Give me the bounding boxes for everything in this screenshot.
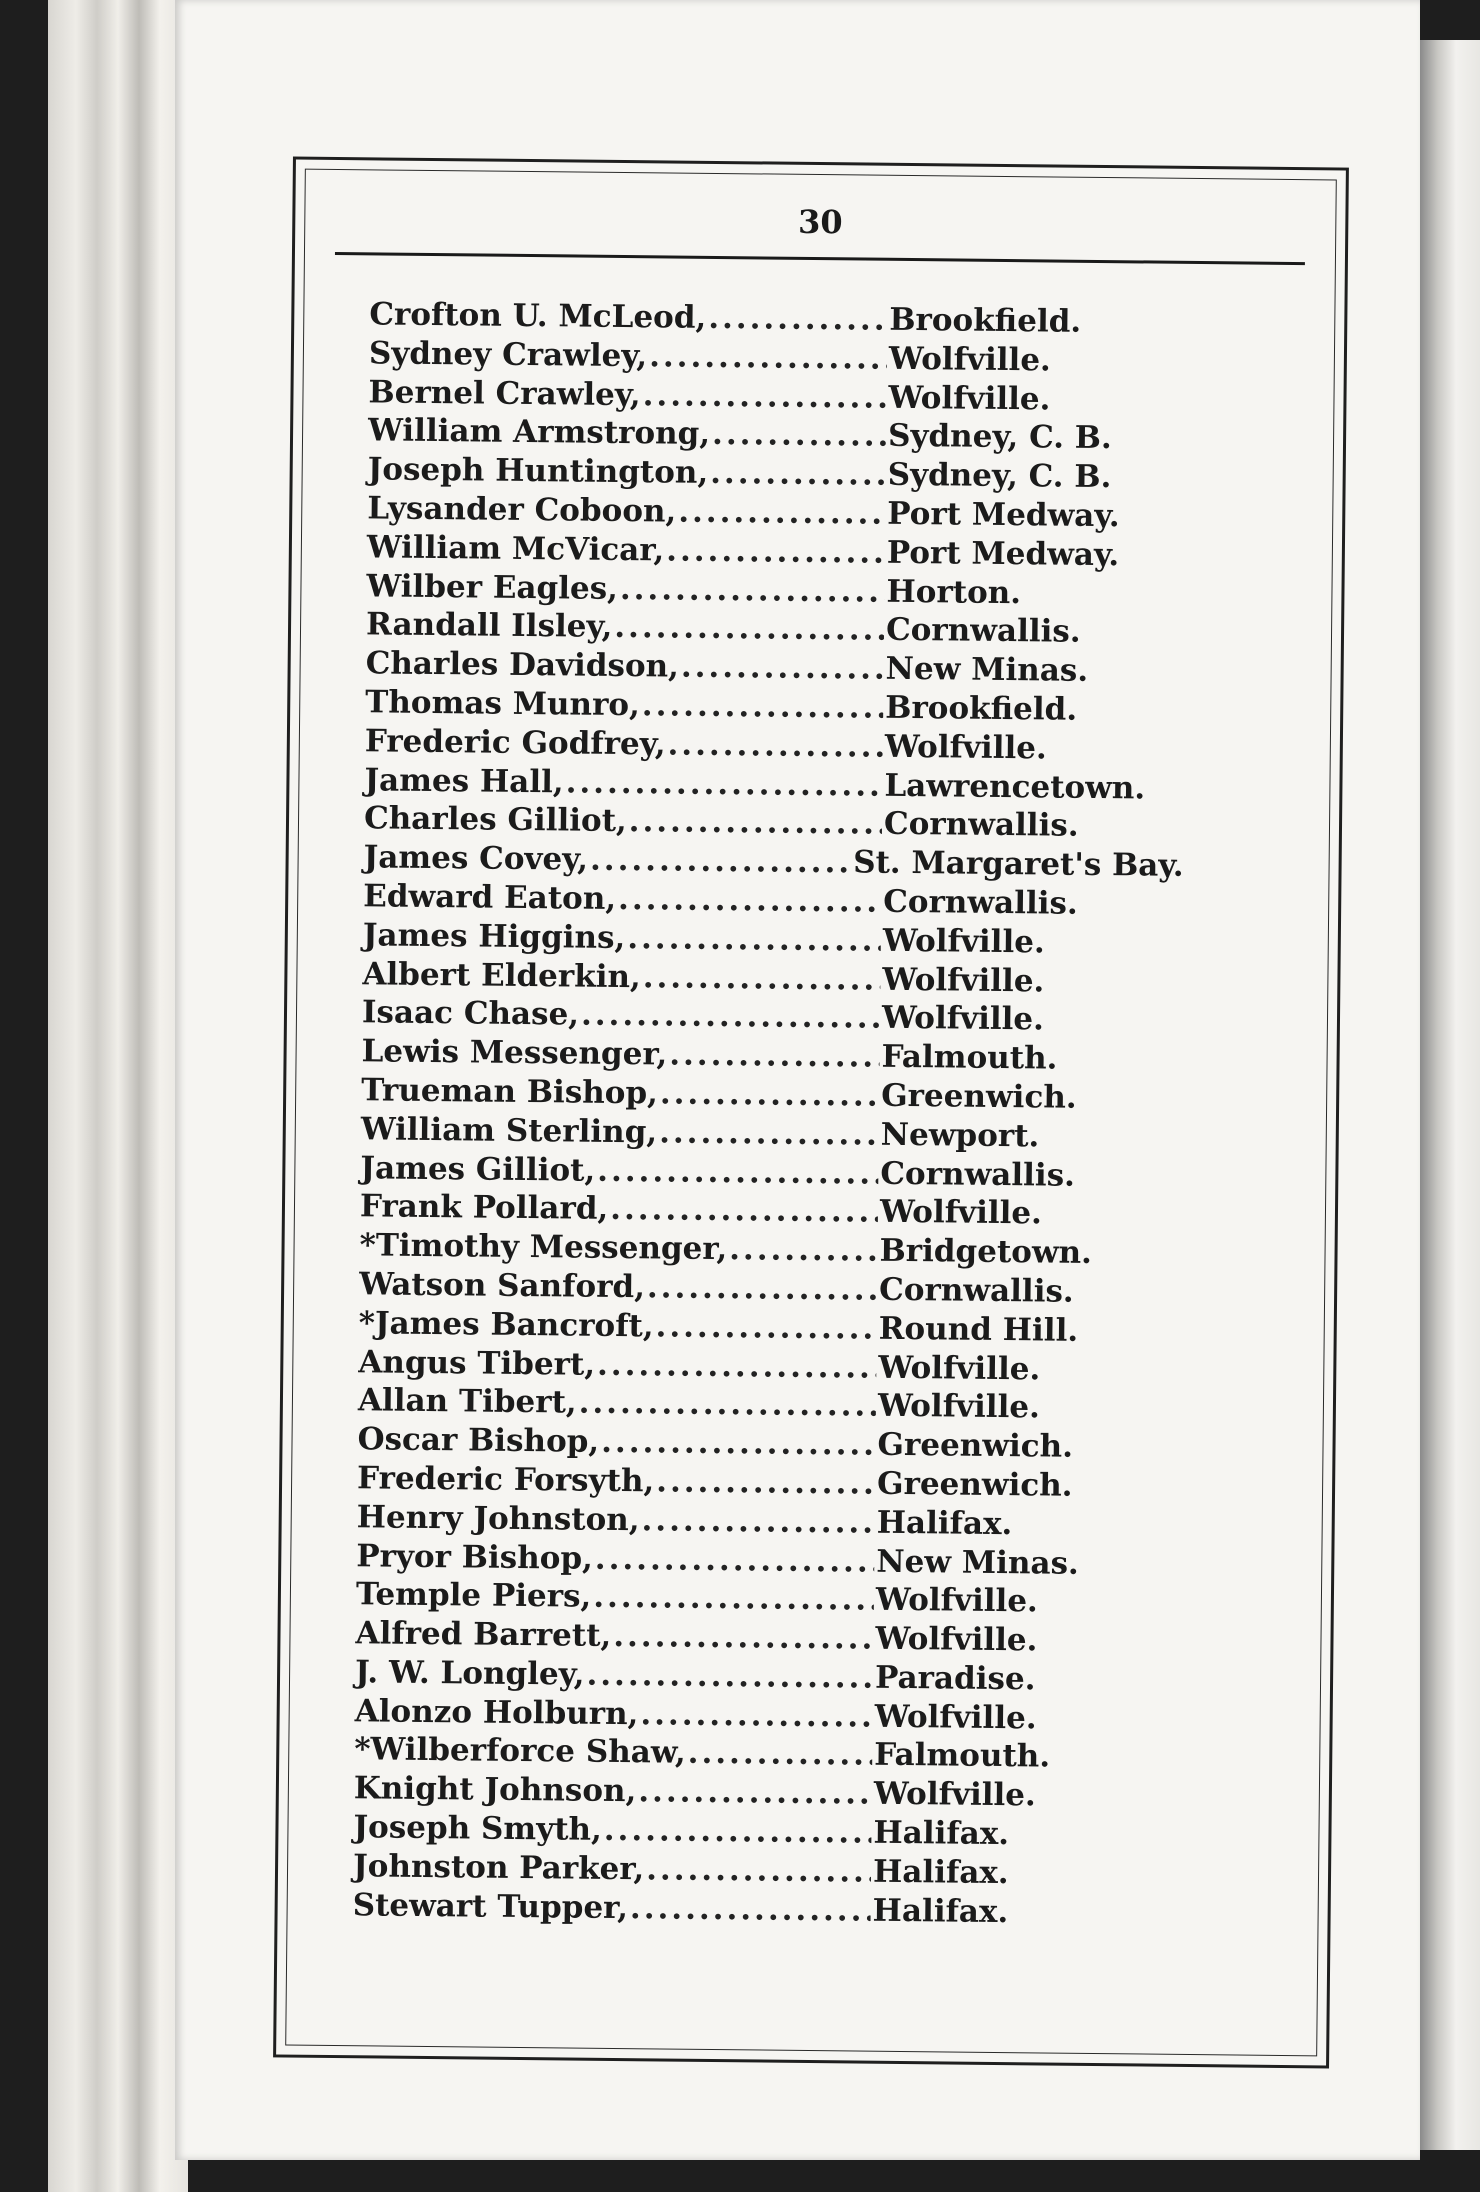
leader-dots	[586, 1656, 873, 1698]
leader-dots	[647, 1268, 878, 1309]
place-name: Wolfville.	[873, 1775, 1036, 1814]
person-name: Temple Piers,	[355, 1576, 592, 1616]
leader-dots	[613, 1617, 874, 1659]
person-name: Pryor Bishop,	[356, 1537, 594, 1577]
place-name: Halifax.	[873, 1814, 1010, 1853]
person-name: Henry Johnston,	[356, 1498, 640, 1538]
person-name: Joseph Smyth,	[353, 1809, 603, 1848]
page-border	[273, 157, 1349, 2069]
person-name: William Sterling,	[360, 1111, 658, 1151]
person-name: Joseph Huntington,	[367, 451, 709, 492]
leader-dots	[642, 686, 884, 727]
person-name: Wilber Eagles,	[366, 567, 619, 607]
leader-dots	[660, 1074, 880, 1115]
leader-dots	[729, 1230, 878, 1270]
leader-dots	[656, 1462, 875, 1503]
place-name: Sydney, C. B.	[887, 418, 1112, 457]
person-name: Lysander Coboon,	[367, 490, 677, 530]
person-name: Alonzo Holburn,	[354, 1692, 639, 1732]
person-name: Charles Davidson,	[365, 645, 680, 685]
place-name: Wolfville.	[888, 340, 1052, 379]
place-name: Cornwallis.	[880, 1155, 1076, 1194]
place-name: Halifax.	[872, 1853, 1009, 1891]
leader-dots	[688, 1734, 873, 1775]
person-name: Sydney Crawley,	[368, 335, 648, 375]
place-name: Wolfville.	[881, 1000, 1045, 1038]
place-name: Round Hill.	[878, 1310, 1079, 1349]
place-name: Wolfville.	[879, 1194, 1043, 1232]
leader-dots	[643, 958, 881, 999]
leader-dots	[640, 1695, 873, 1736]
person-name: J. W. Longley,	[354, 1654, 585, 1693]
name-place-list	[352, 295, 1189, 1933]
person-name: Allan Tibert,	[357, 1382, 577, 1421]
page-edges-left	[48, 0, 188, 2192]
person-name: William Armstrong,	[367, 412, 711, 453]
leader-dots	[601, 1423, 876, 1465]
leader-dots	[643, 376, 887, 417]
person-name: Albert Elderkin,	[362, 955, 642, 995]
person-name: Edward Eaton,	[363, 878, 617, 917]
leader-dots	[578, 1384, 876, 1426]
person-name: *Timothy Messenger,	[359, 1227, 728, 1268]
leader-dots	[629, 802, 883, 843]
place-name: Lawrencetown.	[884, 767, 1146, 807]
place-name: Falmouth.	[874, 1737, 1051, 1776]
person-name: Thomas Munro,	[365, 684, 641, 724]
person-name: James Higgins,	[362, 917, 626, 956]
place-name: Cornwallis.	[878, 1271, 1074, 1310]
person-name: Knight Johnson,	[353, 1770, 637, 1810]
leader-dots	[655, 1307, 876, 1348]
place-name: Wolfville.	[878, 1349, 1041, 1387]
leader-dots	[678, 493, 885, 534]
person-name: Stewart Tupper,	[352, 1886, 629, 1926]
leader-dots	[565, 763, 882, 805]
leader-dots	[593, 1578, 874, 1620]
leader-dots	[590, 841, 852, 883]
leader-dots	[708, 299, 887, 340]
person-name: James Gilliot,	[360, 1149, 596, 1189]
place-name: Brookfield.	[889, 301, 1082, 340]
place-name: Halifax.	[876, 1504, 1013, 1542]
place-name: Horton.	[886, 573, 1022, 611]
leader-dots	[620, 570, 885, 612]
person-name: James Hall,	[364, 761, 564, 800]
place-name: Bridgetown.	[879, 1232, 1093, 1272]
person-name: *James Bancroft,	[358, 1304, 654, 1345]
place-name: Cornwallis.	[885, 612, 1081, 651]
page-edges-right	[1420, 40, 1480, 2150]
leader-dots	[630, 1889, 871, 1930]
leader-dots	[667, 725, 883, 766]
leader-dots	[614, 608, 884, 650]
leader-dots	[597, 1345, 877, 1387]
person-name: Johnston Parker,	[352, 1848, 645, 1888]
leader-dots	[618, 880, 881, 922]
person-name: Trueman Bishop,	[361, 1072, 659, 1112]
leader-dots	[710, 454, 886, 495]
person-name: Frederic Godfrey,	[364, 723, 666, 763]
place-name: St. Margaret's Bay.	[852, 844, 1184, 885]
place-name: Brookfield.	[885, 689, 1078, 728]
place-name: Port Medway.	[886, 534, 1120, 573]
page-number: 30	[797, 202, 843, 242]
leader-dots	[666, 531, 885, 572]
place-name: Cornwallis.	[883, 806, 1079, 845]
person-name: Charles Gilliot,	[363, 800, 627, 840]
person-name: Bernel Crawley,	[368, 373, 641, 413]
person-name: Isaac Chase,	[361, 994, 580, 1033]
leader-dots	[597, 1151, 878, 1193]
person-name: Randall Ilsley,	[365, 606, 613, 646]
place-name: Wolfville.	[874, 1698, 1037, 1737]
person-name: Lewis Messenger,	[361, 1033, 668, 1073]
person-name: Frederic Forsyth,	[356, 1460, 655, 1500]
place-name: Paradise.	[874, 1659, 1036, 1698]
place-name: Sydney, C. B.	[887, 456, 1112, 496]
place-name: Greenwich.	[876, 1465, 1073, 1504]
place-name: Wolfville.	[888, 379, 1051, 418]
leader-dots	[649, 337, 887, 378]
leader-dots	[595, 1539, 875, 1581]
person-name: Oscar Bishop,	[357, 1421, 600, 1460]
leader-dots	[638, 1773, 872, 1814]
place-name: Wolfville.	[884, 728, 1047, 767]
person-name: Crofton U. McLeod,	[369, 296, 707, 336]
place-name: Newport.	[880, 1116, 1040, 1155]
leader-dots	[646, 1850, 871, 1891]
person-name: Angus Tibert,	[358, 1343, 596, 1383]
leader-dots	[659, 1113, 879, 1154]
place-name: Halifax.	[872, 1892, 1009, 1930]
leader-dots	[610, 1190, 878, 1232]
place-name: New Minas.	[885, 650, 1089, 690]
place-name: Falmouth.	[881, 1038, 1058, 1077]
place-name: Wolfville.	[882, 922, 1045, 961]
leader-dots	[641, 1501, 875, 1542]
person-name: William McVicar,	[366, 529, 665, 569]
place-name: New Minas.	[876, 1543, 1079, 1582]
place-name: Wolfville.	[877, 1388, 1041, 1426]
leader-dots	[669, 1036, 880, 1077]
place-name: Cornwallis.	[883, 883, 1078, 922]
leader-dots	[681, 648, 884, 689]
place-name: Greenwich.	[880, 1077, 1077, 1116]
leader-dots	[581, 996, 880, 1038]
place-name: Wolfville.	[875, 1620, 1038, 1659]
place-name: Greenwich.	[877, 1426, 1074, 1465]
leader-dots	[604, 1811, 872, 1853]
person-name: Frank Pollard,	[359, 1188, 609, 1228]
person-name: James Covey,	[363, 839, 589, 878]
person-name: Watson Sanford,	[358, 1266, 646, 1306]
place-name: Wolfville.	[875, 1582, 1039, 1620]
person-name: Alfred Barrett,	[355, 1615, 612, 1655]
leader-dots	[627, 919, 881, 960]
place-name: Wolfville.	[882, 961, 1045, 999]
place-name: Port Medway.	[887, 495, 1120, 535]
leader-dots	[712, 415, 886, 456]
person-name: *Wilberforce Shaw,	[354, 1731, 686, 1772]
